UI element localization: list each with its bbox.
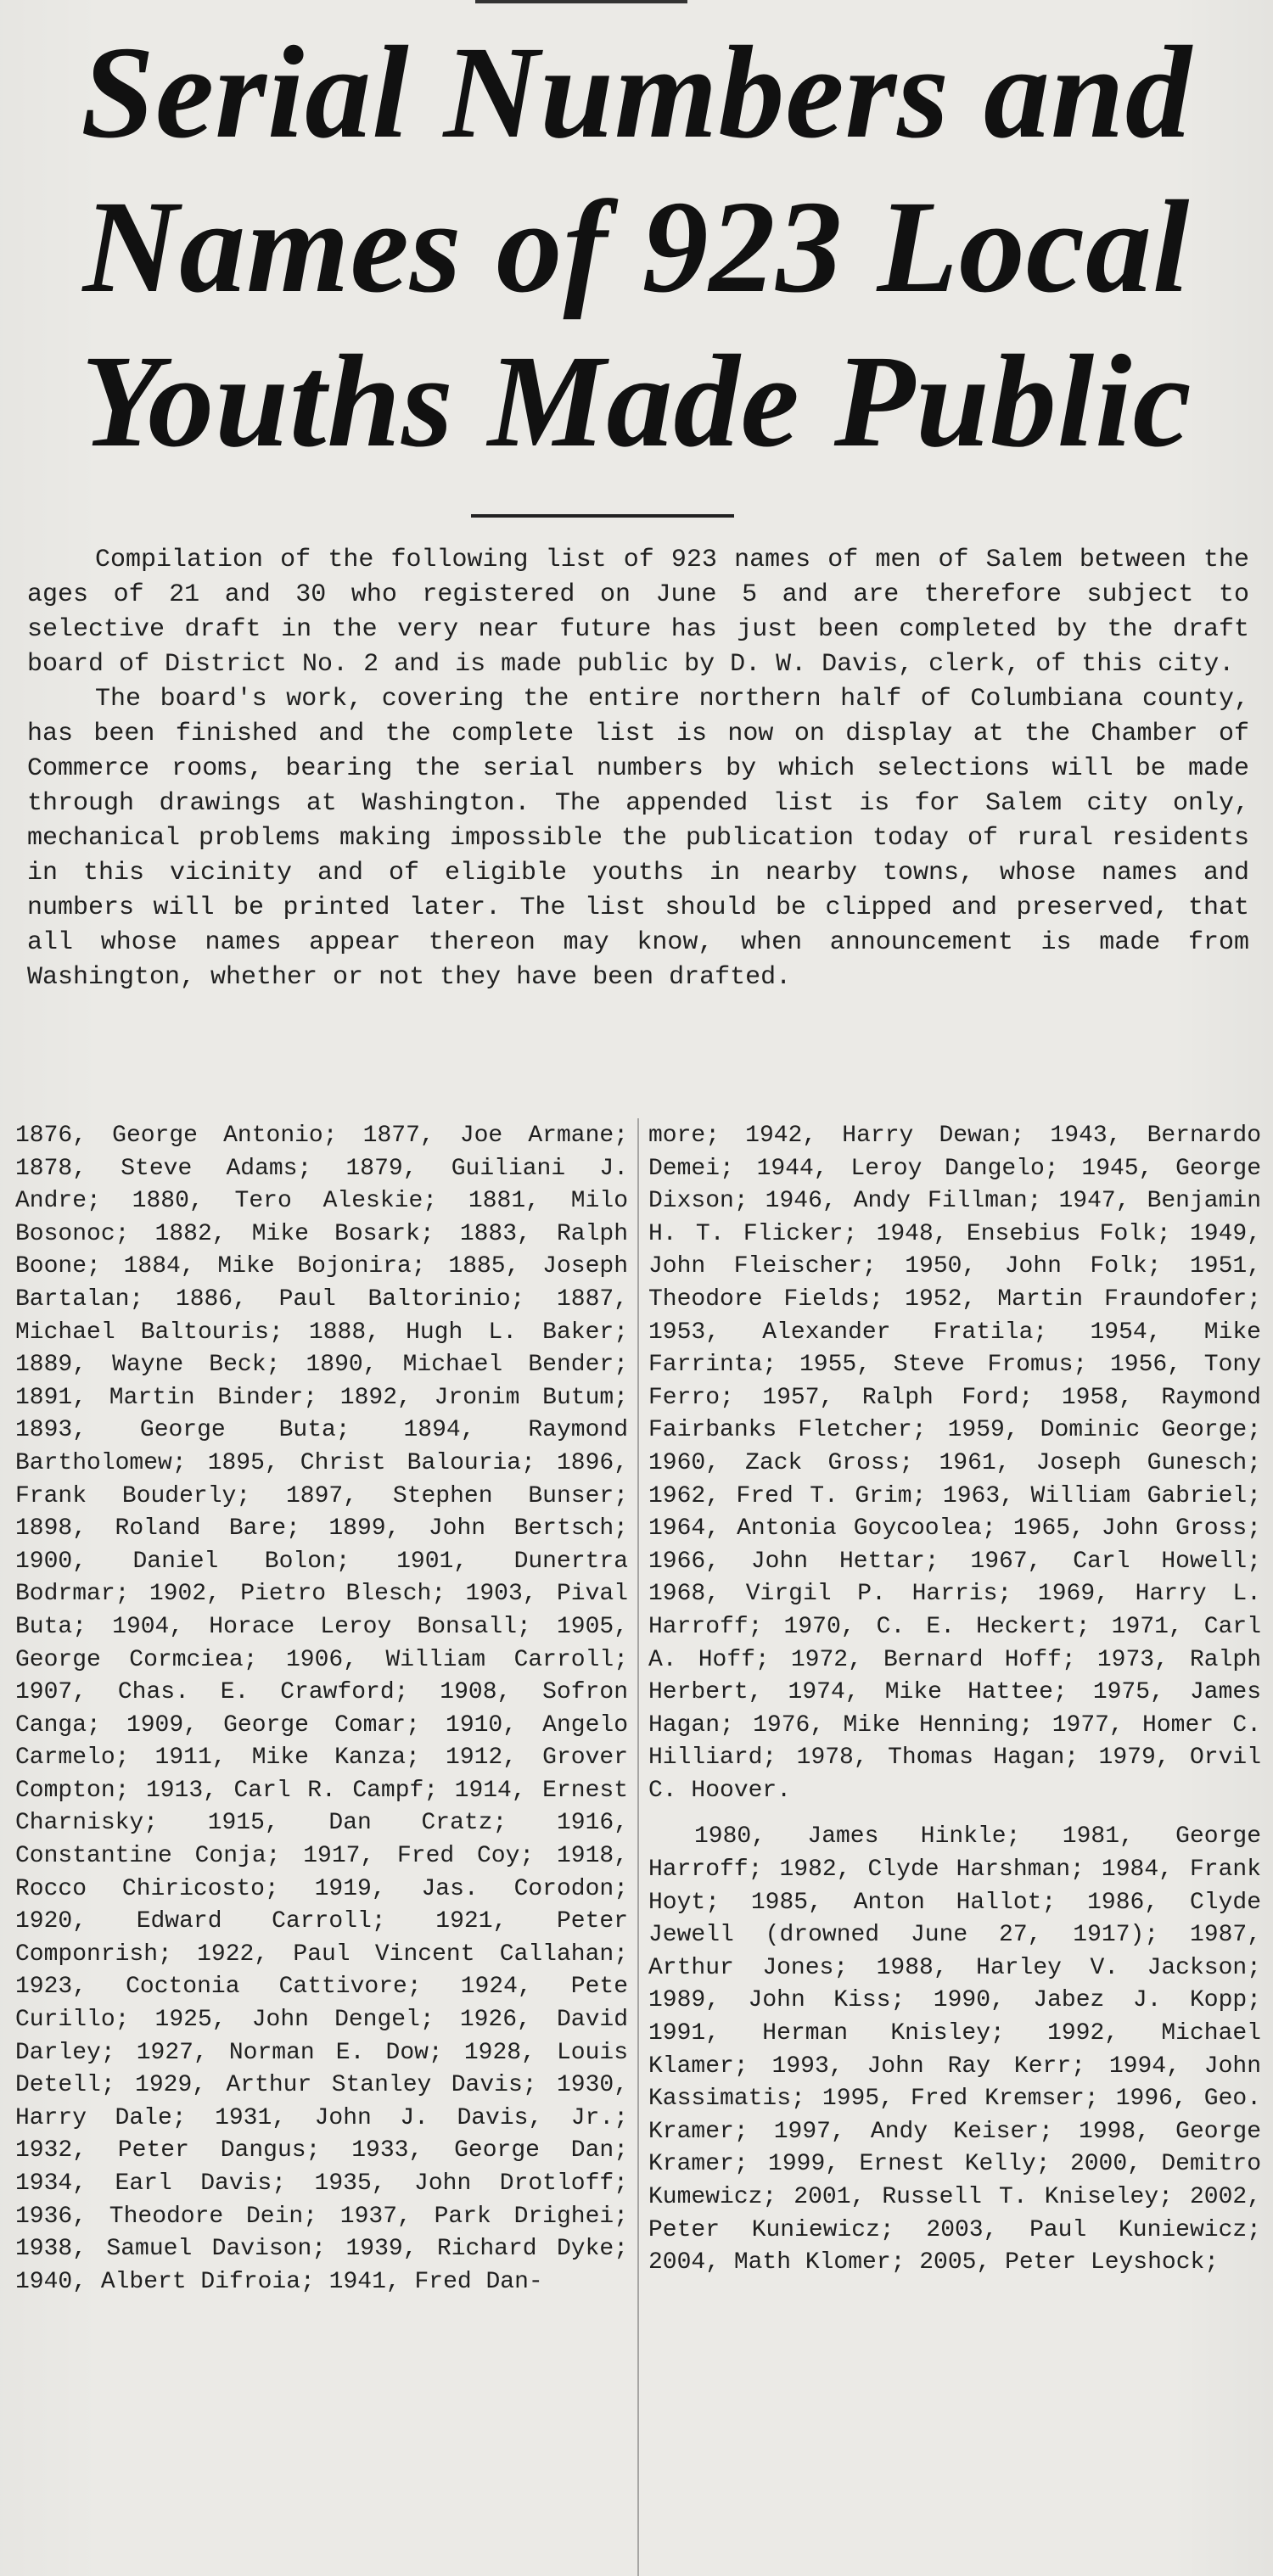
intro-paragraph-2: The board's work, covering the entire northern half of Columbiana county, has been finished and the complete list is now on display at the Chamber of Commerce rooms, bearing the serial numbers by which selections will be made through drawings at Washington. The appended list is for Salem city only, mechanical problems making impossible the publication today of rural residents in this vicinity and of eligible youths in nearby towns, whose names and numbers will be printed later. The list should be clipped and preserved, that all whose names appear thereon may know, when announcement is made from Washington, whether or not they have been drafted. (27, 685, 1249, 992)
top-rule (475, 0, 687, 3)
column-divider (637, 1118, 639, 2576)
intro-paragraph-1: Compilation of the following list of 923 names of men of Salem between the ages of 21 and 30 who registered on June 5 and are therefore subject to selective draft in the very near future has just been completed by the draft board of District No. 2 and is made public by D. W. Davis, clerk, of this city. (27, 546, 1249, 679)
list-column-right (648, 1120, 1261, 2573)
list-paragraph-right-1: more; 1942, Harry Dewan; 1943, Bernardo Demei; 1944, Leroy Dangelo; 1945, George Dixson; 1946, Andy Fillman; 1947, Benjamin H. T. Flicker; 1948, Ensebius Folk; 1949, John Fleischer; 1950, John Folk; 1951, Theodore Fields; 1952, Martin Fraundofer; 1953, Alexander Fratila; 1954, Mike Farrinta; 1955, Steve Fromus; 1956, Tony Ferro; 1957, Ralph Ford; 1958, Raymond Fairbanks Fletcher; 1959, Dominic George; 1960, Zack Gross; 1961, Joseph Gunesch; 1962, Fred T. Grim; 1963, William Gabriel; 1964, Antonia Goycoolea; 1965, John Gross; 1966, John Hettar; 1967, Carl Howell; 1968, Virgil P. Harris; 1969, Harry L. Harroff; 1970, C. E. Heckert; 1971, Carl A. Hoff; 1972, Bernard Hoff; 1973, Ralph Herbert, 1974, Mike Hattee; 1975, James Hagan; 1976, Mike Henning; 1977, Homer C. Hilliard; 1978, Thomas Hagan; 1979, Orvil C. Hoover. (648, 1123, 1261, 1804)
headline-line-2: Names of 923 Local (82, 173, 1191, 320)
headline-line-1: Serial Numbers and (81, 19, 1192, 165)
list-paragraph-left: 1876, George Antonio; 1877, Joe Armane; 1878, Steve Adams; 1879, Guiliani J. Andre; 1880, Tero Aleskie; 1881, Milo Bosonoc; 1882, Mike Bosark; 1883, Ralph Boone; 1884, Mike Bojonira; 1885, Joseph Bartalan; 1886, Paul Baltorinio; 1887, Michael Baltouris; 1888, Hugh L. Baker; 1889, Wayne Beck; 1890, Michael Bender; 1891, Martin Binder; 1892, Jronim Butum; 1893, George Buta; 1894, Raymond Bartholomew; 1895, Christ Balouria; 1896, Frank Bouderly; 1897, Stephen Bunser; 1898, Roland Bare; 1899, John Bertsch; 1900, Daniel Bolon; 1901, Dunertra Bodrmar; 1902, Pietro Blesch; 1903, Pival Buta; 1904, Horace Leroy Bonsall; 1905, George Cormciea; 1906, William Carroll; 1907, Chas. E. Crawford; 1908, Sofron Canga; 1909, George Comar; 1910, Angelo Carmelo; 1911, Mike Kanza; 1912, Grover Compton; 1913, Carl R. Campf; 1914, Ernest Charnisky; 1915, Dan Cratz; 1916, Constantine Conja; 1917, Fred Coy; 1918, Rocco Chiricosto; 1919, Jas. Corodon; 1920, Edward Carroll; 1921, Peter Componrish; 1922, Paul Vincent Callahan; 1923, Coctonia Cattivore; 1924, Pete Curillo; 1925, John Dengel; 1926, David Darley; 1927, Norman E. Dow; 1928, Louis Detell; 1929, Arthur Stanley Davis; 1930, Harry Dale; 1931, John J. Davis, Jr.; 1932, Peter Dangus; 1933, George Dan; 1934, Earl Davis; 1935, John Drotloff; 1936, Theodore Dein; 1937, Park Drighei; 1938, Samuel Davison; 1939, Richard Dyke; 1940, Albert Difroia; 1941, Fred Dan- (15, 1123, 628, 2295)
headline (0, 15, 1273, 479)
headline-line-3: Youths Made Public (81, 328, 1192, 474)
headline-rule (471, 514, 734, 518)
list-column-left (15, 1120, 628, 2573)
intro-text (27, 543, 1249, 995)
list-paragraph-right-2: 1980, James Hinkle; 1981, George Harroff; 1982, Clyde Harshman; 1984, Frank Hoyt; 1985, Anton Hallot; 1986, Clyde Jewell (drowned June 27, 1917); 1987, Arthur Jones; 1988, Harley V. Jackson; 1989, John Kiss; 1990, Jabez J. Kopp; 1991, Herman Knisley; 1992, Michael Klamer; 1993, John Ray Kerr; 1994, John Kassimatis; 1995, Fred Kremser; 1996, Geo. Kramer; 1997, Andy Keiser; 1998, George Kramer; 1999, Ernest Kelly; 2000, Demitro Kumewicz; 2001, Russell T. Kniseley; 2002, Peter Kuniewicz; 2003, Paul Kuniewicz; 2004, Math Klomer; 2005, Peter Leyshock; (648, 1823, 1261, 2276)
